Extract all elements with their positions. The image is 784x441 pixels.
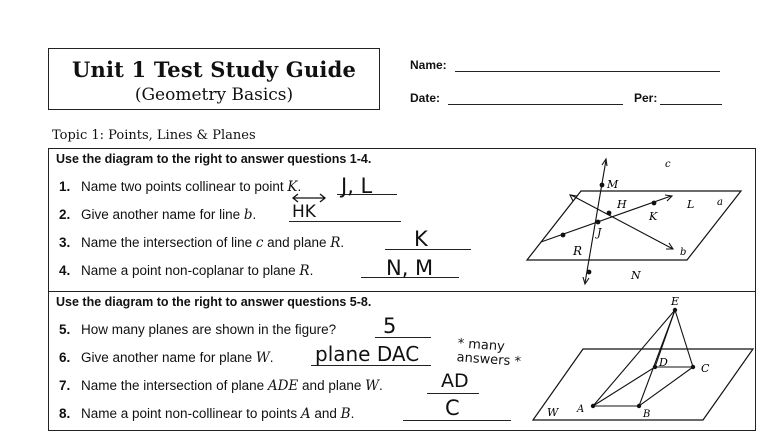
section-2 (48, 291, 756, 431)
answer-line-7[interactable] (427, 393, 479, 394)
label-c: c (665, 159, 671, 170)
topic-heading: Topic 1: Points, Lines & Planes (52, 128, 256, 143)
label-j: J (597, 226, 602, 239)
point-k (596, 220, 601, 225)
name-field[interactable] (455, 71, 720, 72)
period-field[interactable] (660, 104, 722, 105)
question-1: 1. Name two points collinear to point K. (59, 179, 302, 195)
name-label: Name: (410, 58, 447, 72)
section-1 (48, 148, 756, 292)
point-a (591, 404, 595, 408)
label-k: K (649, 210, 658, 223)
label-n: N (631, 269, 641, 282)
line-c (585, 160, 606, 283)
pyramid-diagram (531, 294, 756, 430)
point-c (691, 365, 695, 369)
answer-5: 5 (383, 314, 397, 338)
base-quad (593, 367, 693, 406)
section-2-instruction: Use the diagram to the right to answer questions 5-8. (56, 295, 372, 309)
label-e: E (671, 295, 680, 308)
answer-6: plane DAC (315, 342, 420, 366)
line-arrow-icon (289, 192, 329, 204)
page-title: Unit 1 Test Study Guide (71, 57, 357, 82)
label-h: H (617, 198, 627, 211)
label-w: W (547, 406, 559, 419)
answer-line-3[interactable] (385, 249, 471, 250)
point-d (653, 365, 657, 369)
question-8: 8. Name a point non-collinear to points A and B. (59, 406, 355, 422)
label-b: B (643, 409, 651, 420)
label-a: a (717, 197, 723, 208)
point-e (673, 308, 677, 312)
section-1-instruction: Use the diagram to the right to answer questions 1-4. (56, 152, 372, 166)
point-h (607, 211, 612, 216)
answer-8: C (445, 396, 460, 420)
answer-1: J, L (341, 174, 373, 198)
answer-7: AD (441, 370, 469, 392)
question-7: 7. Name the intersection of plane ADE and plane W. (59, 378, 383, 394)
date-label: Date: (410, 91, 441, 105)
point-b (637, 404, 641, 408)
date-field[interactable] (448, 104, 623, 105)
question-4: 4. Name a point non-coplanar to plane R. (59, 263, 314, 279)
point-m (600, 183, 605, 188)
question-2: 2. Give another name for line b. (59, 207, 257, 223)
page-subtitle: (Geometry Basics) (134, 85, 294, 105)
many-answers-note: * many answers * (456, 336, 522, 370)
point-j (561, 233, 566, 238)
title-box (48, 48, 380, 110)
label-l: L (687, 198, 695, 211)
answer-4: N, M (386, 256, 434, 280)
label-c: C (701, 362, 710, 375)
period-label: Per: (634, 91, 658, 105)
question-6: 6. Give another name for plane W. (59, 350, 274, 366)
label-d: D (659, 356, 668, 369)
label-r: R (573, 244, 583, 258)
label-m: M (607, 178, 619, 191)
label-a: A (577, 404, 585, 415)
question-5: 5. How many planes are shown in the figure? (59, 322, 337, 337)
answer-2: HK (292, 202, 316, 222)
point-n (587, 270, 592, 275)
label-b: b (680, 247, 687, 258)
plane-r-shape (527, 191, 741, 260)
answer-3: K (414, 227, 428, 251)
plane-r-diagram (511, 155, 751, 289)
answer-line-8[interactable] (403, 420, 511, 421)
question-3: 3. Name the intersection of line c and plane R. (59, 235, 345, 251)
point-l (652, 201, 657, 206)
